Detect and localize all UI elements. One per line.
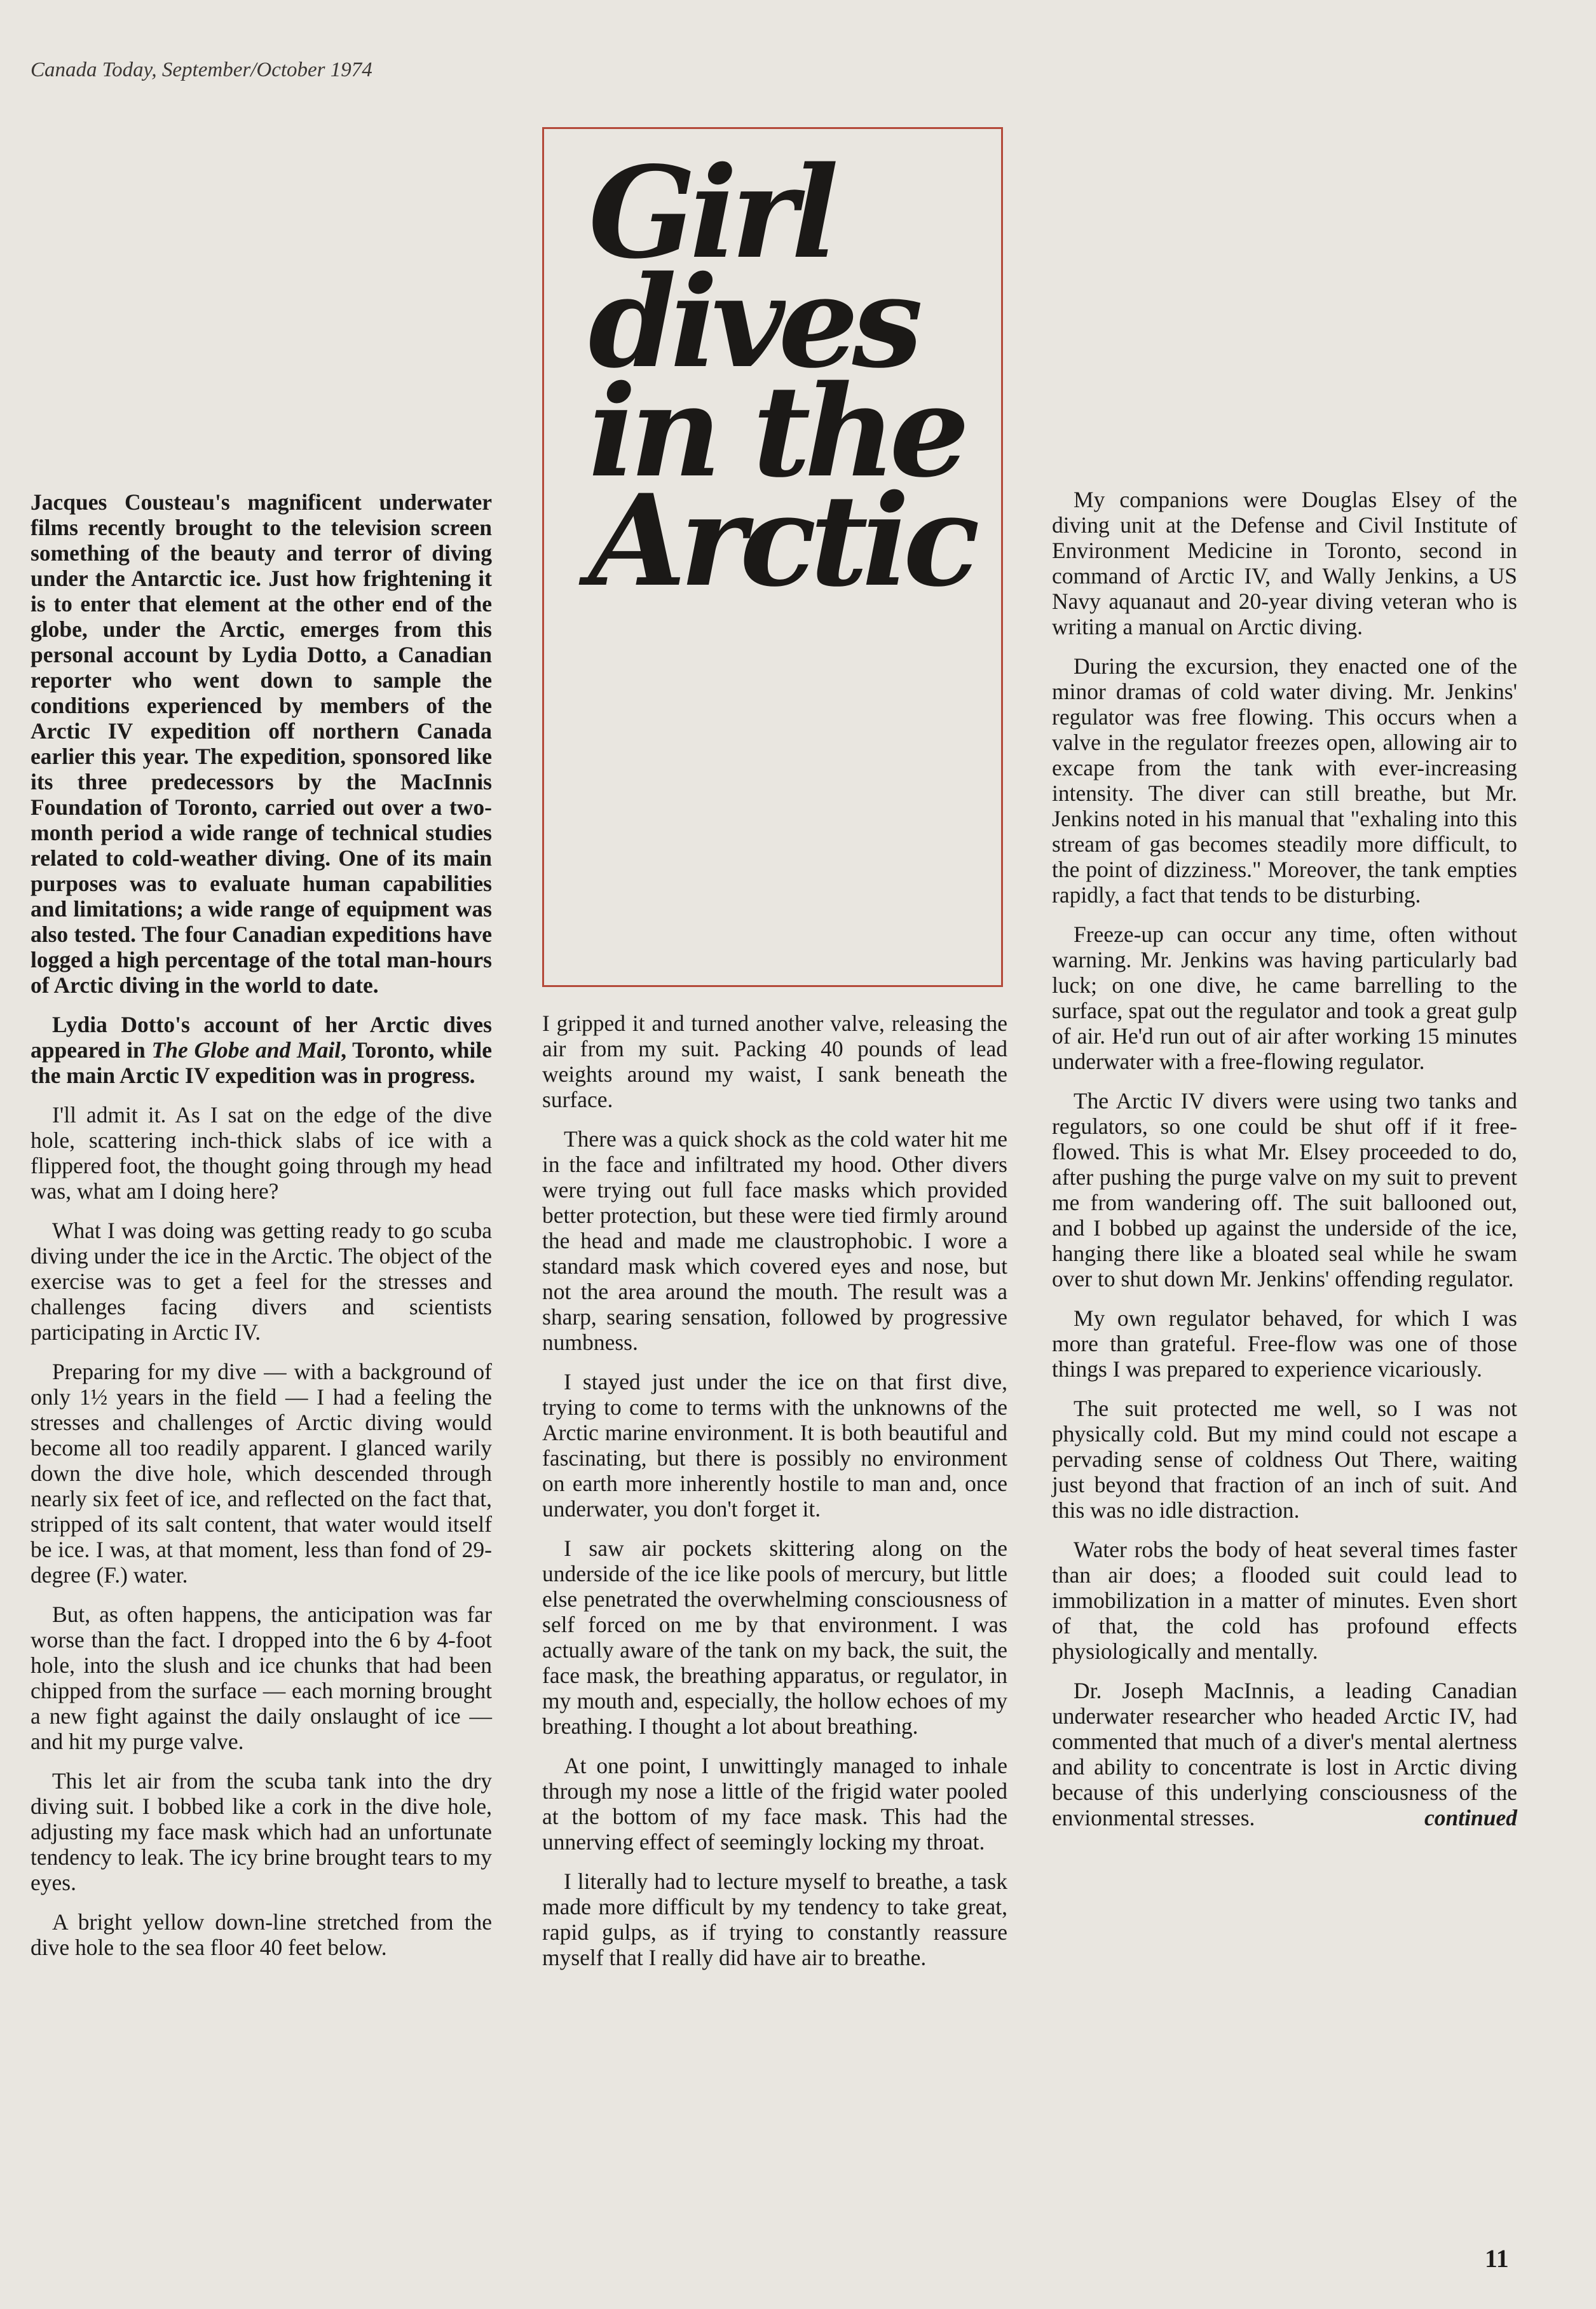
body-paragraph: What I was doing was getting ready to go scuba diving under the ice in the Arctic. The object of the exercise was to get a feel for the stresses and challenges facing divers and scientists participating in Arctic IV. [31,1218,492,1345]
body-paragraph: I'll admit it. As I sat on the edge of the dive hole, scattering inch-thick slabs of ice with a flippered foot, the thought going through my head was, what am I doing here? [31,1102,492,1204]
body-paragraph: There was a quick shock as the cold water hit me in the face and infiltrated my hood. Other divers were trying out full face masks which provided better protection, but these were tied firmly around the head and made me claustrophobic. I wore a standard mask which covered eyes and nose, but not the area around the mouth. The result was a sharp, searing sensation, followed by progressive numbness. [542,1126,1007,1355]
title-line: Girl [589,139,833,287]
column-3 [1052,487,1517,1844]
body-paragraph: But, as often happens, the anticipation was far worse than the fact. I dropped into the 6 by 4-foot hole, into the slush and ice chunks that had been chipped from the surface — each morning brought a new fight against the daily onslaught of ice — and hit my purge valve. [31,1602,492,1754]
body-paragraph [1052,1678,1517,1830]
body-paragraph: At one point, I unwittingly managed to inhale through my nose a little of the frigid water pooled at the bottom of my face mask. This had the unnerving effect of seemingly locking my throat. [542,1753,1007,1855]
body-paragraph: Freeze-up can occur any time, often without warning. Mr. Jenkins was having particularly bad luck; on one dive, he came barrelling to the surface, spat out the regulator and took a great gulp of air. He'd run out of air after working 15 minutes underwater with a free-flowing regulator. [1052,922,1517,1074]
body-paragraph: The suit protected me well, so I was not physically cold. But my mind could not escape a pervading sense of coldness Out There, waiting just beyond that fraction of an inch of suit. And this was no idle distraction. [1052,1396,1517,1523]
body-text: Dr. Joseph MacInnis, a leading Canadian underwater researcher who headed Arctic IV, had commented that much of a diver's mental alertness and ability to concentrate is lost in Arctic diving because of this underlying consciousness of the envionmental stresses. [1052,1678,1517,1830]
body-paragraph: The Arctic IV divers were using two tanks and regulators, so one could be shut off if it free-flowed. This is what Mr. Elsey proceeded to do, after pushing the purge valve on my suit to prevent me from wandering off. The suit ballooned out, and I bobbed up against the underside of the ice, hanging there like a bloated seal while he swam over to shut down Mr. Jenkins' offending regulator. [1052,1088,1517,1291]
article-title [589,139,974,615]
body-paragraph: I gripped it and turned another valve, releasing the air from my suit. Packing 40 pounds of lead weights around my waist, I sank beneath the surface. [542,1011,1007,1112]
publication-name: The Globe and Mail [151,1037,341,1063]
body-paragraph: This let air from the scuba tank into the dry diving suit. I bobbed like a cork in the dive hole, adjusting my face mask which had an unfortunate tendency to leak. The icy brine brought tears to my eyes. [31,1768,492,1895]
title-line: Arctic [589,467,974,615]
page-number: 11 [1485,2244,1509,2273]
body-paragraph: I literally had to lecture myself to breathe, a task made more difficult by my tendency to take great, rapid gulps, as if trying to constantly reassure myself that I really did have air to breathe. [542,1869,1007,1970]
credit-paragraph [31,1012,492,1088]
body-paragraph: Water robs the body of heat several times faster than air does; a flooded suit could lead to immobilization in a matter of minutes. Even short of that, the cold has profound effects physiologically and mentally. [1052,1537,1517,1664]
column-2 [542,1011,1007,1984]
body-paragraph: My companions were Douglas Elsey of the diving unit at the Defense and Civil Institute of Environment Medicine in Toronto, second in command of Arctic IV, and Wally Jenkins, a US Navy aquanaut and 20-year diving veteran who is writing a manual on Arctic diving. [1052,487,1517,639]
body-paragraph: My own regulator behaved, for which I was more than grateful. Free-flow was one of those things I was prepared to experience vicariously. [1052,1305,1517,1382]
body-paragraph: Preparing for my dive — with a background of only 1½ years in the field — I had a feeling the stresses and challenges of Arctic diving would become all too readily apparent. I glanced warily down the dive hole, which descended through nearly six feet of ice, and reflected on the fact that, stripped of its salt content, that water would itself be ice. I was, at that moment, less than fond of 29-degree (F.) water. [31,1359,492,1588]
running-head: Canada Today, September/October 1974 [31,58,372,81]
continued-label: continued [1424,1805,1517,1830]
intro-paragraph: Jacques Cousteau's magnificent underwater films recently brought to the television screen something of the beauty and terror of diving under the Antarctic ice. Just how frightening it is to enter that element at the other end of the globe, under the Arctic, emerges from this personal account by Lydia Dotto, a Canadian reporter who went down to sample the conditions experienced by members of the Arctic IV expedition off northern Canada earlier this year. The expedition, sponsored like its three predecessors by the MacInnis Foundation of Toronto, carried out over a two-month period a wide range of technical studies related to cold-weather diving. One of its main purposes was to evaluate human capabilities and limitations; a wide range of equipment was also tested. The four Canadian expeditions have logged a high percentage of the total man-hours of Arctic diving in the world to date. [31,489,492,998]
credit-text: Lydia Dotto's account of her Arctic dives appeared in [31,1012,492,1063]
column-1 [31,489,492,1974]
body-paragraph: I stayed just under the ice on that first dive, trying to come to terms with the unknowns of the Arctic marine environment. It is both beautiful and fascinating, but there is possibly no environment on earth more inherently hostile to man and, once underwater, you don't forget it. [542,1369,1007,1522]
body-paragraph: A bright yellow down-line stretched from the dive hole to the sea floor 40 feet below. [31,1909,492,1960]
body-paragraph: I saw air pockets skittering along on the underside of the ice like pools of mercury, but little else penetrated the overwhelming consciousness of self forced on me by that environment. I was actually aware of the tank on my back, the suit, the face mask, the breathing apparatus, or regulator, in my mouth and, especially, the hollow echoes of my breathing. I thought a lot about breathing. [542,1536,1007,1739]
title-box [542,127,1003,987]
body-paragraph: During the excursion, they enacted one of the minor dramas of cold water diving. Mr. Jenkins' regulator was free flowing. This occurs when a valve in the regulator freezes open, allowing air to excape from the tank with ever-increasing intensity. The diver can still breathe, but Mr. Jenkins noted in his manual that "exhaling into this stream of gas becomes steadily more difficult, to the point of dizziness." Moreover, the tank empties rapidly, a fact that tends to be disturbing. [1052,653,1517,908]
title-line: dives [589,248,917,396]
credit-text: , Toronto, while the main Arctic IV expedition was in progress. [31,1037,492,1088]
title-line: in the [589,357,964,505]
